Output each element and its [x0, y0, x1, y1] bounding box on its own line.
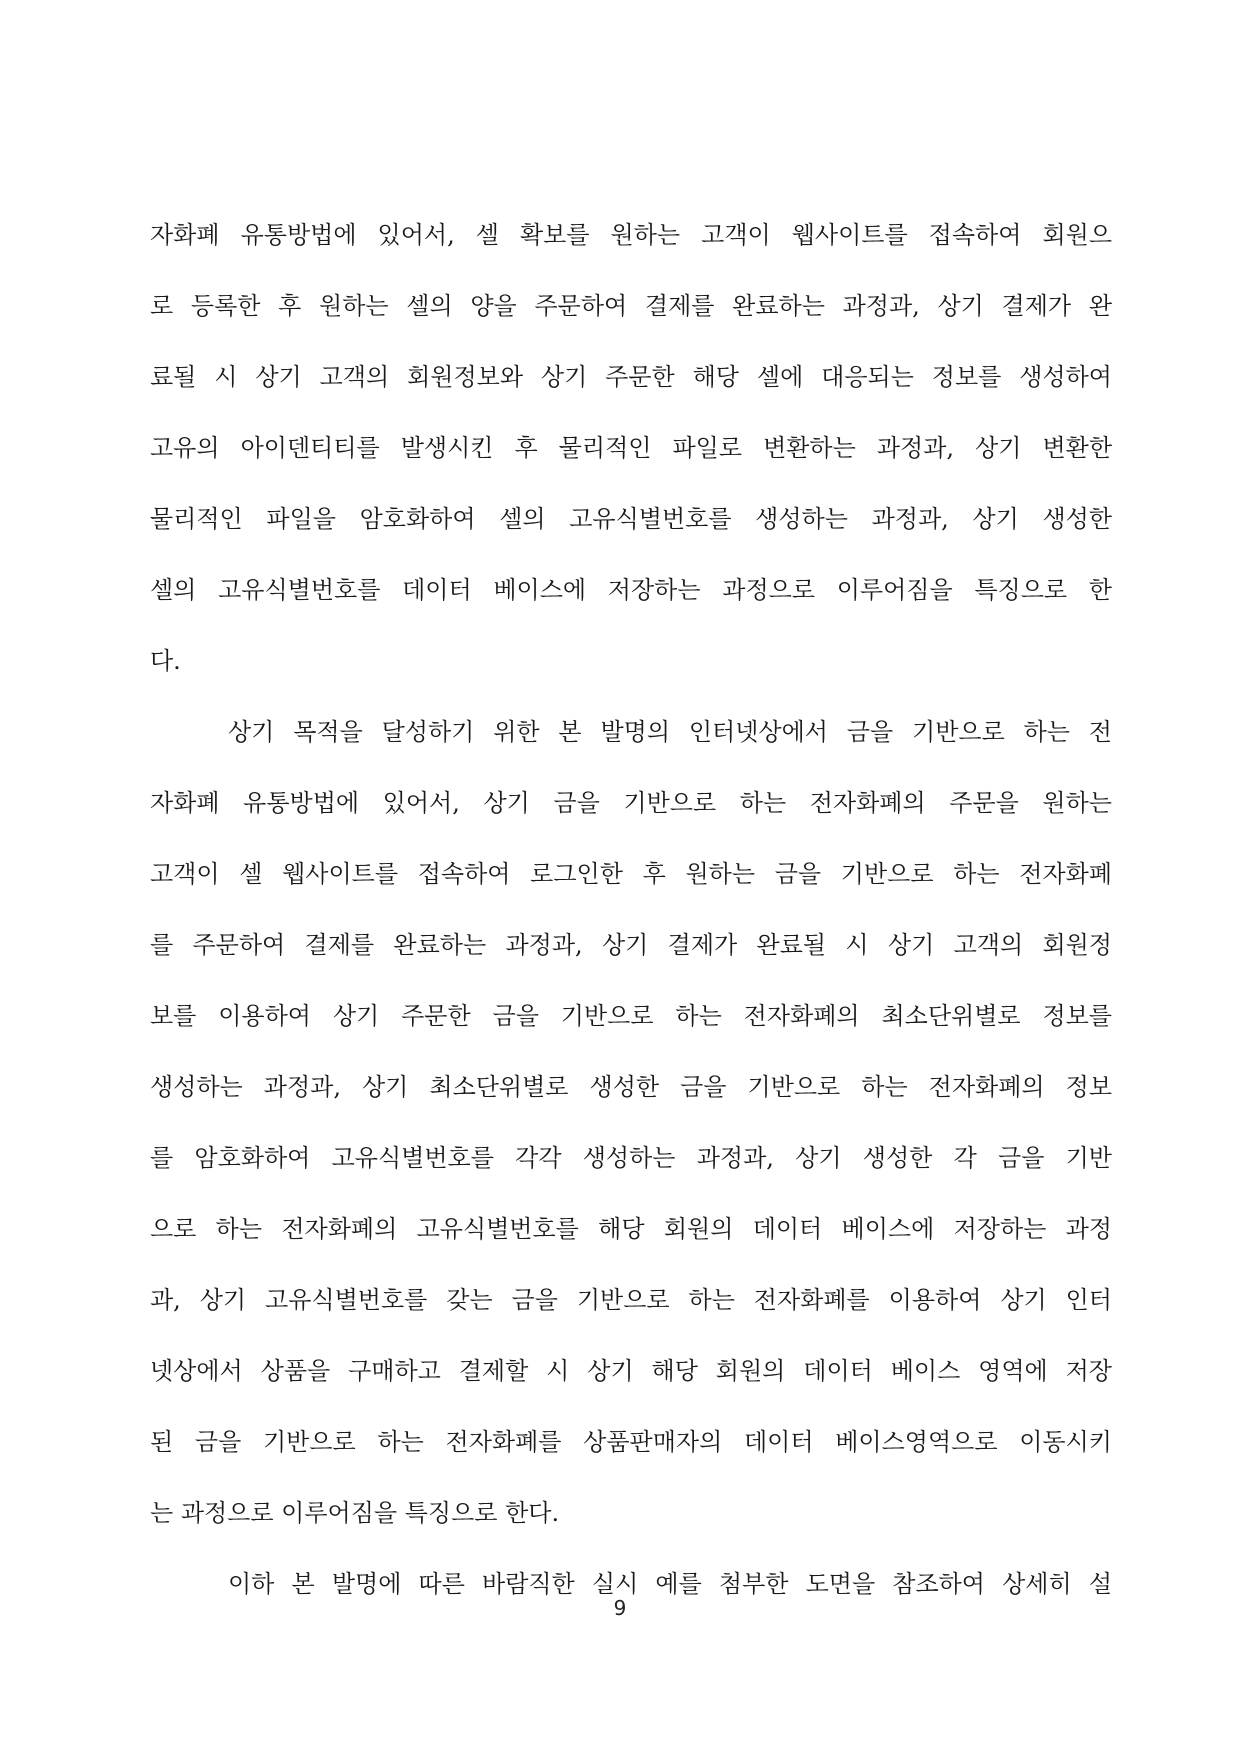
body-text — [150, 223, 1112, 1643]
text-line: 으로 하는 전자화폐의 고유식별번호를 해당 회원의 데이터 베이스에 저장하는 과정 — [150, 1215, 1112, 1243]
page-number: 9 — [613, 1596, 627, 1620]
text-line: 물리적인 파일을 암호화하여 셀의 고유식별번호를 생성하는 과정과, 상기 생성한 — [150, 505, 1112, 533]
text-line: 를 암호화하여 고유식별번호를 각각 생성하는 과정과, 상기 생성한 각 금을 기반 — [150, 1144, 1112, 1172]
text-line: 를 주문하여 결제를 완료하는 과정과, 상기 결제가 완료될 시 상기 고객의 회원정 — [150, 931, 1112, 959]
text-line: 고객이 셀 웹사이트를 접속하여 로그인한 후 원하는 금을 기반으로 하는 전자화폐 — [150, 860, 1112, 888]
text-line: 고유의 아이덴티티를 발생시킨 후 물리적인 파일로 변환하는 과정과, 상기 변환한 — [150, 434, 1112, 462]
paragraph-first-line: 이하 본 발명에 따른 바람직한 실시 예를 첨부한 도면을 참조하여 상세히 설 — [228, 1570, 1112, 1598]
text-line: 다. — [150, 647, 181, 675]
text-line: 된 금을 기반으로 하는 전자화폐를 상품판매자의 데이터 베이스영역으로 이동시키 — [150, 1428, 1112, 1456]
text-line: 료될 시 상기 고객의 회원정보와 상기 주문한 해당 셀에 대응되는 정보를 생성하여 — [150, 363, 1112, 391]
text-line: 셀의 고유식별번호를 데이터 베이스에 저장하는 과정으로 이루어짐을 특징으로 한 — [150, 576, 1112, 604]
text-line: 로 등록한 후 원하는 셀의 양을 주문하여 결제를 완료하는 과정과, 상기 결제가 완 — [150, 292, 1112, 320]
text-line: 과, 상기 고유식별번호를 갖는 금을 기반으로 하는 전자화폐를 이용하여 상기 인터 — [150, 1286, 1112, 1314]
paragraph-first-line: 상기 목적을 달성하기 위한 본 발명의 인터넷상에서 금을 기반으로 하는 전 — [228, 718, 1112, 746]
text-line: 자화폐 유통방법에 있어서, 셀 확보를 원하는 고객이 웹사이트를 접속하여 회원으 — [150, 221, 1112, 249]
text-line: 자화폐 유통방법에 있어서, 상기 금을 기반으로 하는 전자화폐의 주문을 원하는 — [150, 789, 1112, 817]
text-line: 넷상에서 상품을 구매하고 결제할 시 상기 해당 회원의 데이터 베이스 영역에 저장 — [150, 1357, 1112, 1385]
text-line: 는 과정으로 이루어짐을 특징으로 한다. — [150, 1499, 560, 1527]
text-line: 보를 이용하여 상기 주문한 금을 기반으로 하는 전자화폐의 최소단위별로 정보를 — [150, 1002, 1112, 1030]
text-line: 생성하는 과정과, 상기 최소단위별로 생성한 금을 기반으로 하는 전자화폐의 정보 — [150, 1073, 1112, 1101]
